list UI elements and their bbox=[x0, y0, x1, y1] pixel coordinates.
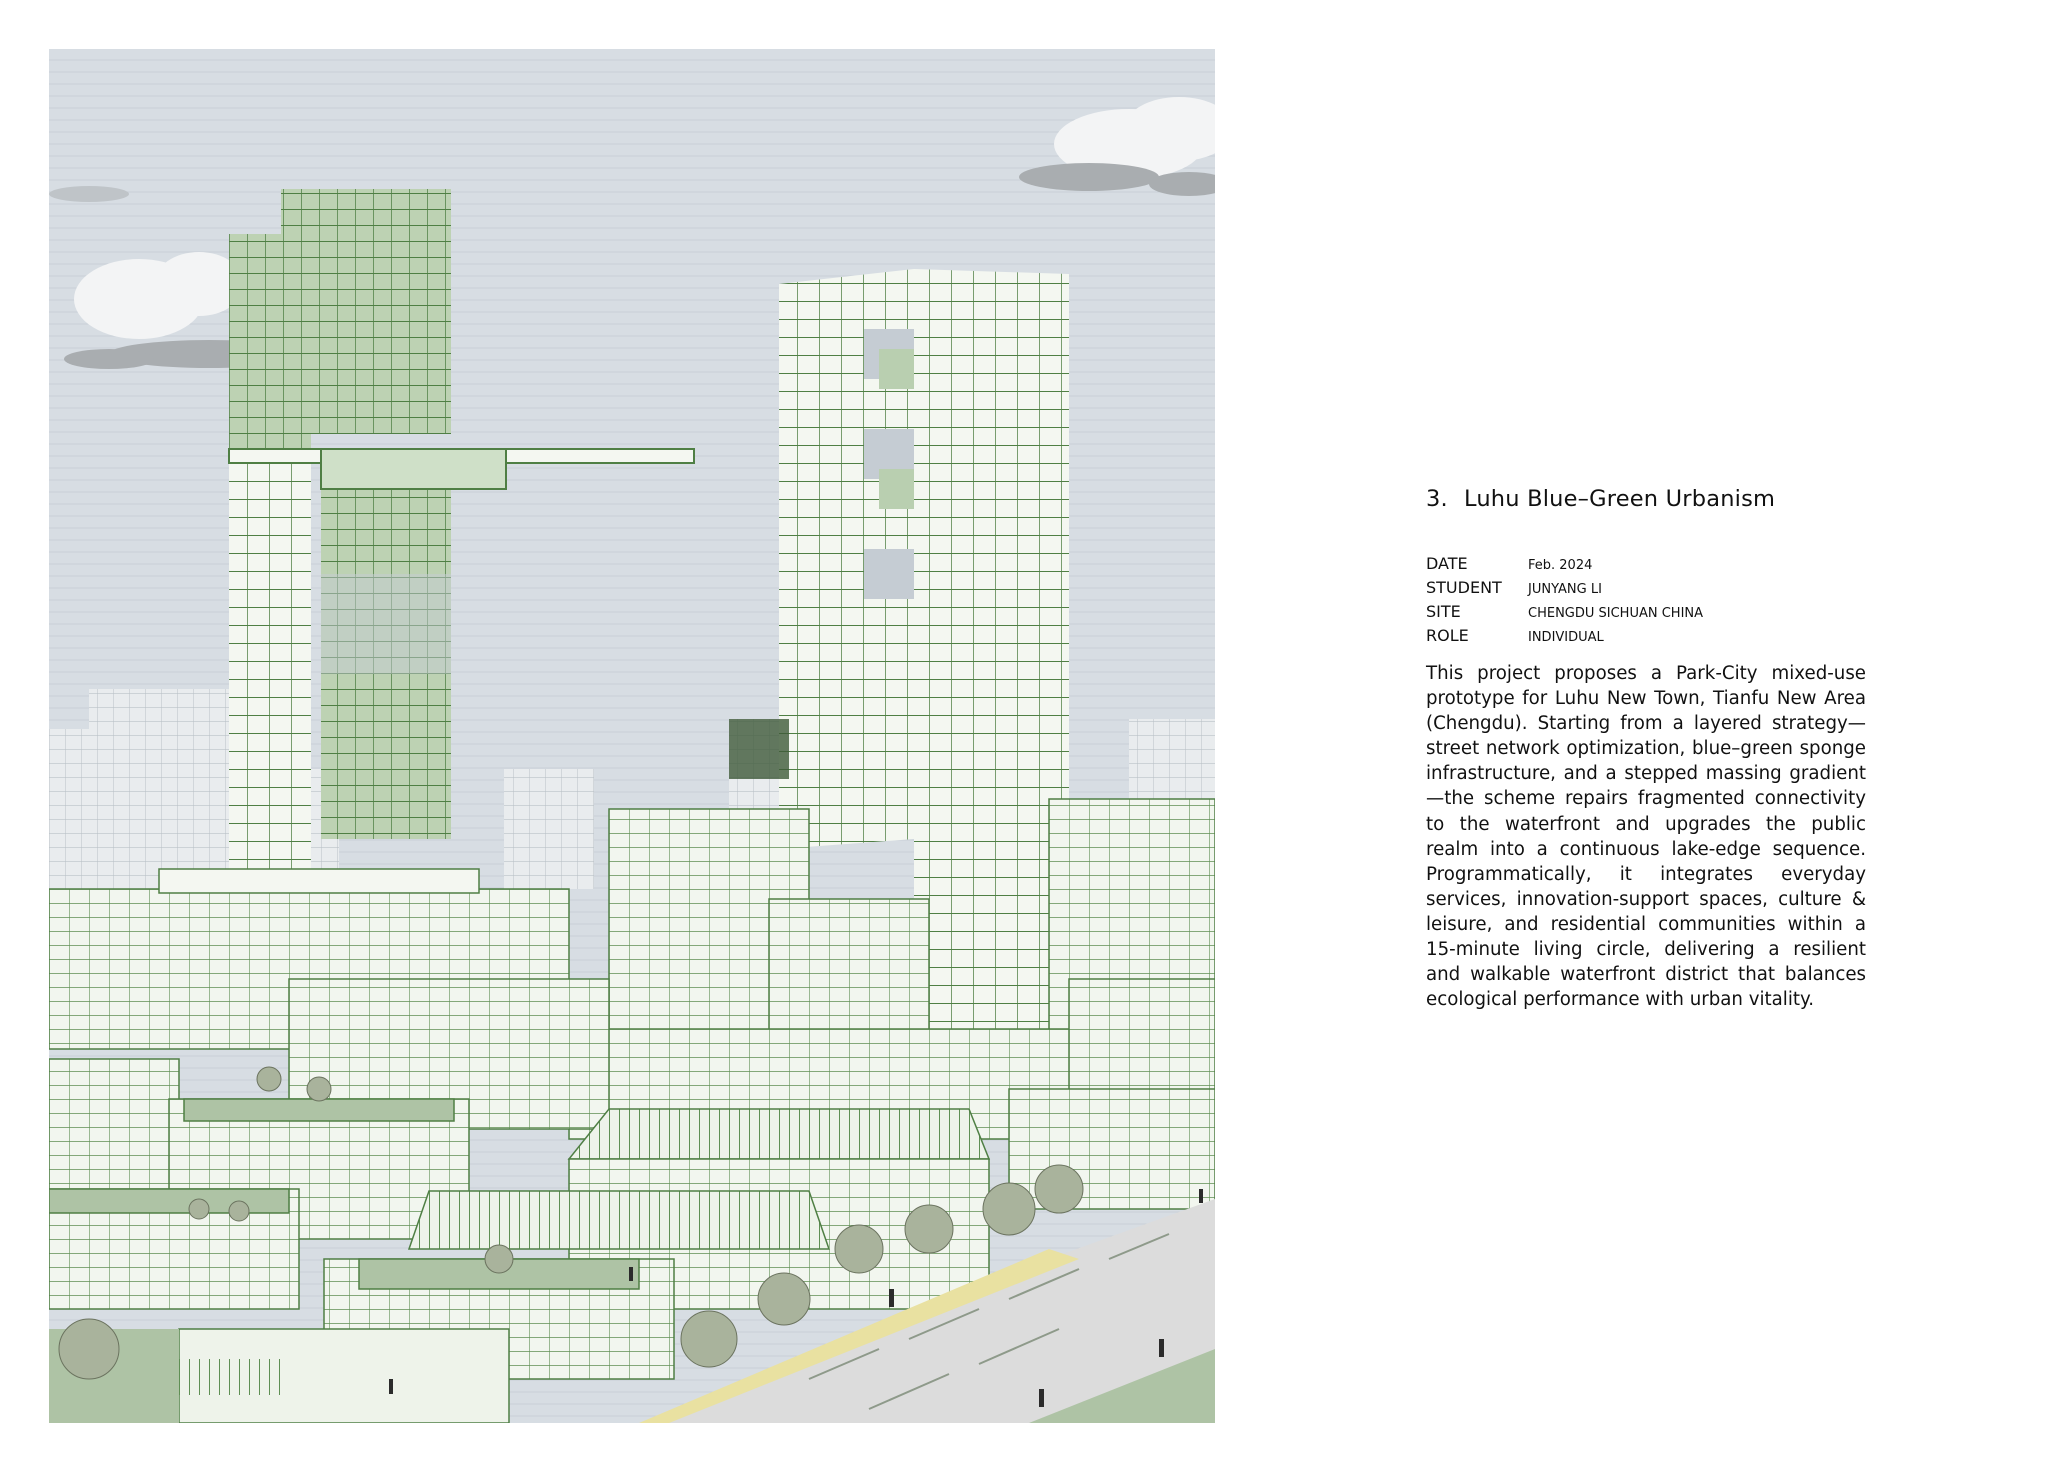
project-rendering bbox=[49, 49, 1215, 1423]
meta-row-date bbox=[1426, 553, 1703, 577]
meta-value: INDIVIDUAL bbox=[1528, 630, 1604, 645]
meta-row-site bbox=[1426, 601, 1703, 625]
project-meta-table bbox=[1426, 553, 1703, 649]
project-number: 3. bbox=[1426, 486, 1448, 512]
project-info-panel bbox=[1426, 486, 1866, 1012]
project-title-text: Luhu Blue–Green Urbanism bbox=[1464, 486, 1776, 512]
meta-key: DATE bbox=[1426, 554, 1468, 573]
project-title bbox=[1426, 486, 1866, 512]
meta-row-student bbox=[1426, 577, 1703, 601]
meta-value: JUNYANG LI bbox=[1528, 582, 1602, 597]
meta-key: SITE bbox=[1426, 602, 1461, 621]
meta-value: CHENGDU SICHUAN CHINA bbox=[1528, 606, 1704, 621]
project-description: This project proposes a Park-City mixed-use prototype for Luhu New Town, Tianfu New Area (Chengdu). Starting from a layered strategy—street network optimization, blue–green sponge infrastructure, and a stepped massing gradient—the scheme repairs fragmented connectivity to the waterfront and upgrades the public realm into a continuous lake-edge sequence. Programmatically, it integrates everyday services, innovation-support spaces, culture & leisure, and residential communities within a 15-minute living circle, delivering a resilient and walkable waterfront district that balances ecological performance with urban vitality. bbox=[1426, 663, 1866, 1011]
meta-key: ROLE bbox=[1426, 626, 1469, 645]
meta-key: STUDENT bbox=[1426, 578, 1502, 597]
city-perspective-illustration bbox=[49, 49, 1215, 1423]
meta-value: Feb. 2024 bbox=[1528, 558, 1593, 573]
meta-row-role bbox=[1426, 625, 1703, 649]
